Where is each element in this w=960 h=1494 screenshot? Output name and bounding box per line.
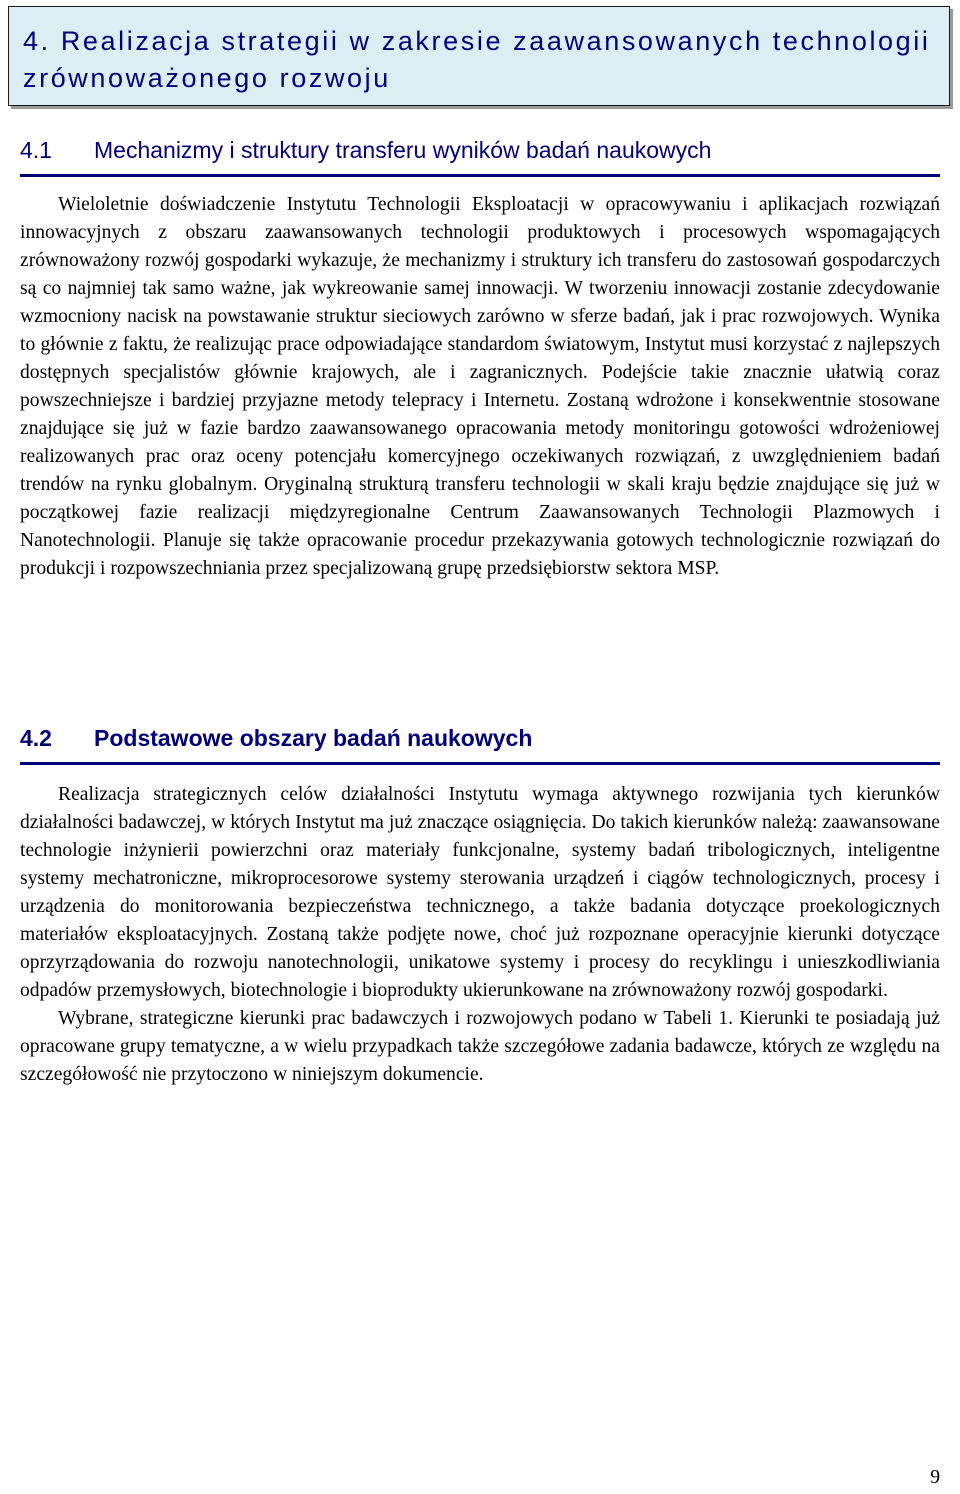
chapter-title-box — [8, 6, 950, 106]
section-number: 4.1 — [20, 137, 52, 163]
paragraph: Wieloletnie doświadczenie Instytutu Technologii Eksploatacji w opracowywaniu i aplikacjach rozwiązań innowacyjnych z obszaru zaawansowanych technologii produktowych i procesowych wspomagających zrównoważony rozwój gospodarki wykazuje, że mechanizmy i struktury ich transferu do zastosowań gospodarczych są co najmniej tak samo ważne, jak wykreowanie samej innowacji. W tworzeniu innowacji zostanie zdecydowanie wzmocniony nacisk na powstawanie struktur sieciowych zarówno w sferze badań, jak i prac rozwojowych. Wynika to głównie z faktu, że realizując prace odpowiadające standardom światowym, Instytut musi korzystać z najlepszych dostępnych specjalistów głównie krajowych, ale i zagranicznych. Podejście takie znacznie ułatwią coraz powszechniejsze i bardziej przyjazne metody telepracy i Internetu. Zostaną wdrożone i konsekwentnie stosowane znajdujące się już w fazie bardzo zaawansowanego opracowania metody monitoringu gotowości wdrożeniowej realizowanych prac oraz oceny potencjału komercyjnego oczekiwanych rozwiązań, z uwzględnieniem badań trendów na rynku globalnym. Oryginalną strukturą transferu technologii w skali kraju będzie znajdujące się już w początkowej fazie realizacji międzyregionalne Centrum Zaawansowanych Technologii Plazmowych i Nanotechnologii. Planuje się także opracowanie procedur przekazywania gotowych technologicznie rozwiązań do produkcji i rozpowszechniania przez specjalizowaną grupę przedsiębiorstw sektora MSP. — [20, 194, 940, 579]
section-heading — [20, 722, 940, 765]
section-title: Mechanizmy i struktury transferu wyników badań naukowych — [94, 137, 712, 163]
page-number: 9 — [930, 1467, 940, 1488]
section-heading — [20, 134, 940, 177]
section-title: Podstawowe obszary badań naukowych — [94, 725, 533, 751]
section-4-1 — [20, 134, 940, 583]
paragraph: Wybrane, strategiczne kierunki prac badawczych i rozwojowych podano w Tabeli 1. Kierunki te posiadają już opracowane grupy tematyczne, a w wielu przypadkach także szczegółowe zadania badawcze, których ze względu na szczegółowość nie przytoczono w niniejszym dokumencie. — [20, 1008, 940, 1085]
paragraph: Realizacja strategicznych celów działalności Instytutu wymaga aktywnego rozwijania tych kierunków działalności badawczej, w których Instytut ma już znaczące osiągnięcia. Do takich kierunków należą: zaawansowane technologie inżynierii powierzchni oraz materiały funkcjonalne, systemy badań tribologicznych, inteligentne systemy mechatroniczne, mikroprocesorowe systemy sterowania urządzeń i ciągów technologicznych, procesy i urządzenia do monitorowania bezpieczeństwa technicznego, a także badania dotyczące proekologicznych materiałów eksploatacyjnych. Zostaną także podjęte nowe, choć już rozpoznane operacyjnie kierunki dotyczące oprzyrządowania do rozwoju nanotechnologii, unikatowe systemy i procesy do recyklingu i unieszkodliwiania odpadów przemysłowych, biotechnologie i bioprodukty ukierunkowane na zrównoważony rozwój gospodarki. — [20, 784, 940, 1001]
section-4-2 — [20, 722, 940, 1089]
section-number: 4.2 — [20, 725, 52, 751]
chapter-title: 4. Realizacja strategii w zakresie zaawansowanych technologii zrównoważonego rozwoju — [23, 26, 931, 93]
